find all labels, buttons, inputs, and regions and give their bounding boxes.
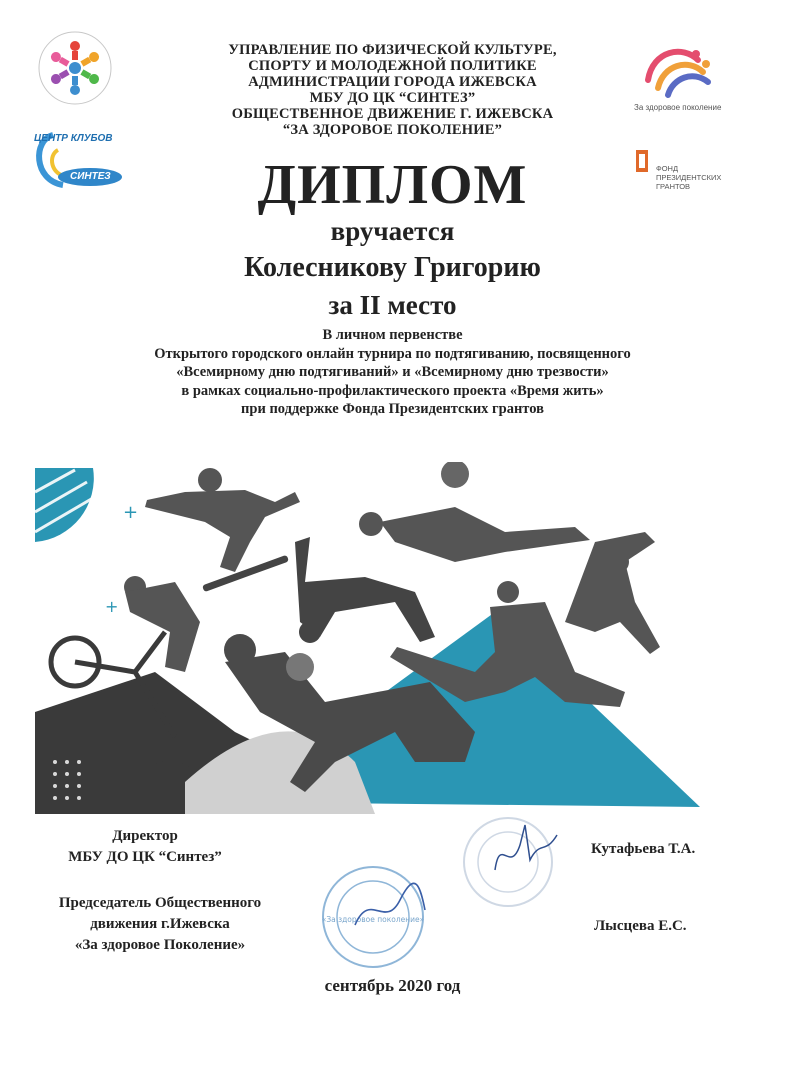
organization-header: [150, 42, 635, 138]
chair-signature: [350, 880, 430, 940]
running-athlete-figure: [565, 532, 660, 654]
description-line: при поддержке Фонда Президентских грантов: [241, 401, 544, 417]
header-line: МБУ ДО ЦК “СИНТЕЗ”: [309, 90, 476, 106]
tsentr-klubov-emblem-logo: [30, 28, 120, 108]
chair-name: Лысцева Е.С.: [594, 918, 687, 934]
sports-athletes-illustration: [35, 462, 705, 817]
recipient-name: Колесникову Григорию: [244, 252, 541, 283]
chair-title-line: Председатель Общественного: [58, 895, 262, 911]
issue-date: сентябрь 2020 год: [324, 976, 461, 995]
fund-line-1: ФОНД: [656, 164, 679, 173]
director-name: Кутафьева Т.А.: [591, 841, 696, 857]
chair-title-line: движения г.Ижевска: [90, 916, 230, 932]
director-title-block: [30, 826, 260, 868]
director-title-line: Директор: [112, 828, 178, 844]
jumping-athlete-figure: [359, 462, 590, 562]
skateboarder-figure: [145, 468, 300, 592]
director-title-line: МБУ ДО ЦК “Синтез”: [68, 849, 222, 865]
description-line: в рамках социально-профилактического проекта «Время жить»: [181, 382, 604, 399]
diploma-title: ДИПЛОМ: [257, 154, 528, 216]
decorative-blue-quarter-circle: [35, 468, 94, 542]
header-line: АДМИНИСТРАЦИИ ГОРОДА ИЖЕВСКА: [248, 74, 537, 90]
place-text: за II место: [328, 290, 457, 320]
health-generation-logo-text: За здоровое поколение: [634, 103, 722, 112]
header-line: “ЗА ЗДОРОВОЕ ПОКОЛЕНИЕ”: [282, 122, 503, 138]
chair-title-line: «За здоровое Поколение»: [74, 937, 246, 953]
fund-line-2: ПРЕЗИДЕНТСКИХ: [656, 173, 722, 182]
sintez-logo-top-text: ЦЕНТР КЛУБОВ: [34, 133, 113, 144]
svg-text:+: +: [105, 597, 119, 616]
stamp-label: «За здоровое поколение»: [321, 915, 425, 924]
header-line: УПРАВЛЕНИЕ ПО ФИЗИЧЕСКОЙ КУЛЬТУРЕ,: [228, 42, 557, 58]
header-line: ОБЩЕСТВЕННОЕ ДВИЖЕНИЕ Г. ИЖЕВСКА: [231, 106, 554, 122]
director-signature: [485, 815, 565, 885]
description-line: Открытого городского онлайн турнира по подтягиванию, посвященного: [154, 345, 631, 362]
description-line: «Всемирному дню подтягиваний» и «Всемирному дню трезвости»: [176, 364, 609, 380]
svg-text:+: +: [123, 502, 139, 523]
awarded-text: вручается: [330, 216, 455, 246]
award-description: [40, 326, 745, 419]
breakdancer-figure: [295, 537, 435, 643]
header-line: СПОРТУ И МОЛОДЕЖНОЙ ПОЛИТИКЕ: [248, 58, 537, 74]
chair-title-block: [25, 893, 295, 956]
sintez-logo-bottom-text: СИНТЕЗ: [70, 171, 111, 182]
health-generation-logo: [628, 40, 738, 118]
fund-line-3: ГРАНТОВ: [656, 182, 691, 191]
description-line: В личном первенстве: [322, 327, 463, 343]
